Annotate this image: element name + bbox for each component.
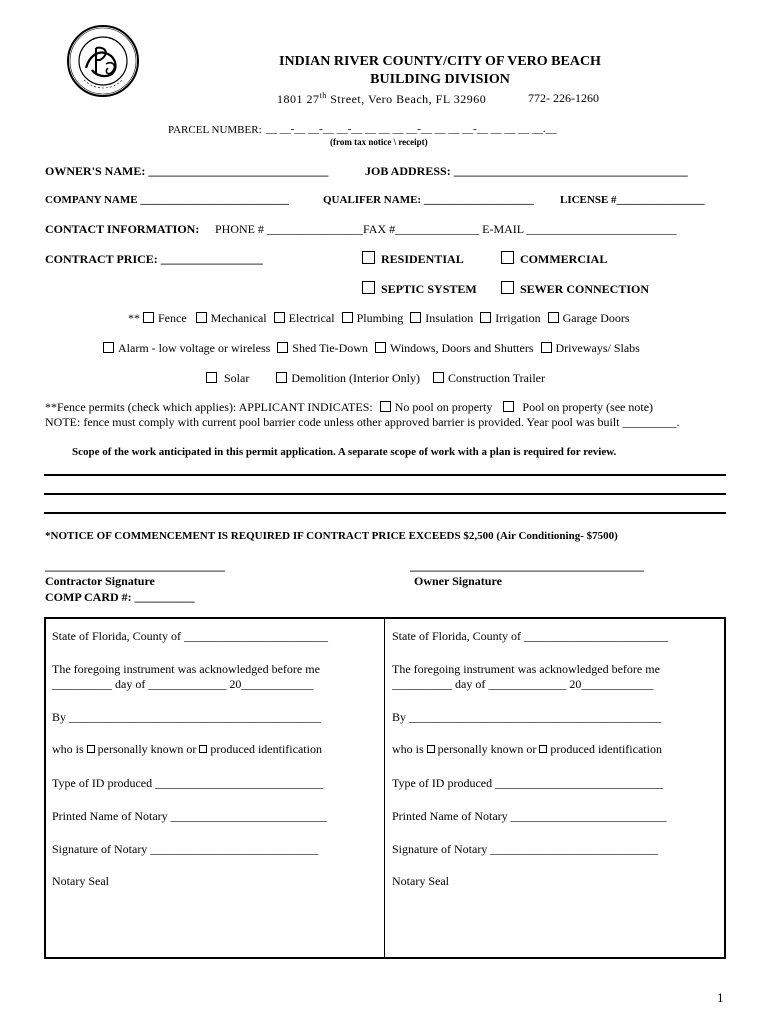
notary-right-signature[interactable]: Signature of Notary ____________________________: [392, 842, 659, 856]
notice-of-commencement: *NOTICE OF COMMENCEMENT IS REQUIRED IF CONTRACT PRICE EXCEEDS $2,500 (Air Conditioning- $7500): [45, 530, 618, 542]
fence-checkbox[interactable]: [143, 312, 154, 323]
notary-right-personally-known-label: personally known or: [437, 742, 537, 756]
notary-column-divider: [384, 617, 385, 959]
notary-left-state[interactable]: State of Florida, County of ________________________: [52, 629, 328, 643]
scope-of-work-heading: Scope of the work anticipated in this permit application. A separate scope of work with a plan is required for review.: [72, 446, 617, 458]
notary-left-ack1: The foregoing instrument was acknowledged before me: [52, 662, 320, 676]
notary-left-signature[interactable]: Signature of Notary ____________________________: [52, 842, 319, 856]
parcel-number-note: (from tax notice \ receipt): [330, 137, 428, 147]
construction-trailer-checkbox[interactable]: [433, 372, 444, 383]
solar-label: Solar: [224, 371, 250, 385]
parcel-number-field[interactable]: __ __-__ __-__ __-__ __ __ __ __-__ __ __ __-__ __ __ __ __.__: [266, 123, 557, 135]
notary-left-type-id[interactable]: Type of ID produced ____________________________: [52, 776, 324, 790]
notary-left-seal: Notary Seal: [52, 874, 109, 888]
notary-right-state[interactable]: State of Florida, County of ________________________: [392, 629, 668, 643]
contractor-signature-line[interactable]: ______________________________: [45, 559, 225, 573]
work-type-garage-doors[interactable]: [548, 311, 630, 325]
no-pool-checkbox[interactable]: [380, 401, 391, 412]
shed-label: Shed Tie-Down: [292, 341, 368, 355]
owner-signature-line[interactable]: _______________________________________: [410, 559, 644, 573]
work-type-windows[interactable]: [375, 341, 534, 355]
insulation-label: Insulation: [425, 311, 474, 325]
header-title-line1: INDIAN RIVER COUNTY/CITY OF VERO BEACH: [279, 54, 601, 69]
septic-option[interactable]: [362, 281, 477, 297]
solar-checkbox[interactable]: [206, 372, 217, 383]
license-field[interactable]: LICENSE #________________: [560, 194, 705, 206]
page-number: 1: [717, 990, 724, 1005]
pool-option[interactable]: [503, 400, 653, 414]
notary-right-who-is: [392, 742, 662, 757]
notary-left-produced-id-checkbox[interactable]: [199, 745, 207, 753]
work-type-mechanical[interactable]: [196, 311, 267, 325]
owner-signature-label: Owner Signature: [414, 574, 502, 588]
notary-left-by[interactable]: By __________________________________________: [52, 710, 322, 724]
pool-checkbox[interactable]: [503, 401, 514, 412]
work-type-shed[interactable]: [277, 341, 368, 355]
mechanical-checkbox[interactable]: [196, 312, 207, 323]
irrigation-checkbox[interactable]: [480, 312, 491, 323]
sewer-option[interactable]: [501, 281, 649, 297]
scope-line-3[interactable]: [44, 512, 726, 514]
notary-right-who-pre: who is: [392, 742, 424, 756]
no-pool-option[interactable]: [380, 400, 493, 414]
work-type-alarm[interactable]: [103, 341, 270, 355]
contractor-signature-label: Contractor Signature: [45, 574, 155, 588]
electrical-label: Electrical: [288, 311, 335, 325]
alarm-label: Alarm - low voltage or wireless: [118, 341, 271, 355]
notary-left-who-is: [52, 742, 322, 757]
notary-left-printed-name[interactable]: Printed Name of Notary __________________________: [52, 809, 327, 823]
windows-checkbox[interactable]: [375, 342, 386, 353]
notary-right-produced-id-label: produced identification: [550, 742, 662, 756]
notary-right-produced-id-checkbox[interactable]: [539, 745, 547, 753]
contact-information-fields[interactable]: PHONE # ________________FAX #______________ E-MAIL _________________________: [215, 222, 677, 236]
work-type-row-3: [206, 371, 545, 386]
construction-trailer-label: Construction Trailer: [447, 371, 545, 385]
work-type-demolition[interactable]: [276, 371, 420, 385]
fence-label: Fence: [158, 311, 187, 325]
septic-label: SEPTIC SYSTEM: [381, 282, 477, 296]
owner-name-field[interactable]: OWNER'S NAME: ______________________________: [45, 164, 329, 178]
fence-permit-line: [45, 400, 653, 415]
irrigation-label: Irrigation: [495, 311, 541, 325]
work-type-irrigation[interactable]: [480, 311, 540, 325]
residential-option[interactable]: [362, 251, 464, 267]
shed-checkbox[interactable]: [277, 342, 288, 353]
work-type-electrical[interactable]: [274, 311, 335, 325]
plumbing-checkbox[interactable]: [342, 312, 353, 323]
commercial-label: COMMERCIAL: [520, 252, 608, 266]
comp-card-field[interactable]: COMP CARD #: __________: [45, 590, 195, 604]
work-type-row-1: [128, 311, 630, 326]
notary-left-personally-known-label: personally known or: [97, 742, 197, 756]
sewer-label: SEWER CONNECTION: [520, 282, 650, 296]
address-sup: th: [319, 91, 327, 100]
fence-note-line: NOTE: fence must comply with current pool barrier code unless other approved barrier is provided. Year pool was built _________.: [45, 415, 680, 429]
plumbing-label: Plumbing: [356, 311, 404, 325]
notary-right-printed-name[interactable]: Printed Name of Notary __________________________: [392, 809, 667, 823]
notary-right-ack1: The foregoing instrument was acknowledged before me: [392, 662, 660, 676]
work-type-solar[interactable]: [206, 371, 249, 385]
contract-price-field[interactable]: CONTRACT PRICE: _________________: [45, 252, 263, 266]
work-type-driveways[interactable]: [541, 341, 640, 355]
alarm-checkbox[interactable]: [103, 342, 114, 353]
header-address: [277, 91, 486, 107]
driveways-checkbox[interactable]: [541, 342, 552, 353]
work-type-plumbing[interactable]: [342, 311, 404, 325]
residential-checkbox[interactable]: [362, 251, 375, 264]
demolition-checkbox[interactable]: [276, 372, 287, 383]
demolition-label: Demolition (Interior Only): [291, 371, 420, 385]
fence-permit-intro: **Fence permits (check which applies): APPLICANT INDICATES:: [45, 400, 373, 414]
driveways-label: Driveways/ Slabs: [555, 341, 640, 355]
address-text-post: Street, Vero Beach, FL 32960: [326, 92, 487, 106]
company-name-field[interactable]: COMPANY NAME ___________________________: [45, 194, 289, 206]
scope-line-2[interactable]: [44, 493, 726, 495]
contact-information-label: CONTACT INFORMATION:: [45, 222, 200, 236]
notary-left-personally-known-checkbox[interactable]: [87, 745, 95, 753]
insulation-checkbox[interactable]: [410, 312, 421, 323]
job-address-field[interactable]: JOB ADDRESS: _______________________________________: [365, 164, 688, 178]
notary-left-ack2[interactable]: __________ day of _____________ 20____________: [52, 677, 314, 691]
mechanical-label: Mechanical: [210, 311, 267, 325]
residential-label: RESIDENTIAL: [381, 252, 464, 266]
commercial-option[interactable]: [501, 251, 607, 267]
work-type-construction-trailer[interactable]: [433, 371, 545, 385]
septic-checkbox[interactable]: [362, 281, 375, 294]
notary-right-ack2[interactable]: __________ day of _____________ 20____________: [392, 677, 654, 691]
scope-line-1[interactable]: [44, 474, 726, 476]
work-type-row-2: [103, 341, 640, 356]
notary-right-seal: Notary Seal: [392, 874, 449, 888]
parcel-number-label: PARCEL NUMBER:: [168, 124, 262, 136]
garage-doors-label: Garage Doors: [562, 311, 630, 325]
pool-label: Pool on property (see note): [522, 400, 654, 414]
windows-label: Windows, Doors and Shutters: [389, 341, 534, 355]
qualifier-name-field[interactable]: QUALIFER NAME: ____________________: [323, 194, 534, 206]
commercial-checkbox[interactable]: [501, 251, 514, 264]
electrical-checkbox[interactable]: [274, 312, 285, 323]
notary-left-produced-id-label: produced identification: [210, 742, 322, 756]
header-title-line2: BUILDING DIVISION: [370, 72, 510, 87]
garage-doors-checkbox[interactable]: [548, 312, 559, 323]
notary-right-by[interactable]: By __________________________________________: [392, 710, 662, 724]
header-phone: 772- 226-1260: [528, 91, 599, 105]
sewer-checkbox[interactable]: [501, 281, 514, 294]
notary-left-who-pre: who is: [52, 742, 84, 756]
notary-right-type-id[interactable]: Type of ID produced ____________________________: [392, 776, 664, 790]
work-type-insulation[interactable]: [410, 311, 473, 325]
no-pool-label: No pool on property: [394, 400, 493, 414]
notary-right-personally-known-checkbox[interactable]: [427, 745, 435, 753]
work-type-fence[interactable]: [143, 311, 187, 325]
address-text-pre: 1801 27: [277, 92, 320, 106]
work-type-prefix: **: [128, 311, 140, 325]
